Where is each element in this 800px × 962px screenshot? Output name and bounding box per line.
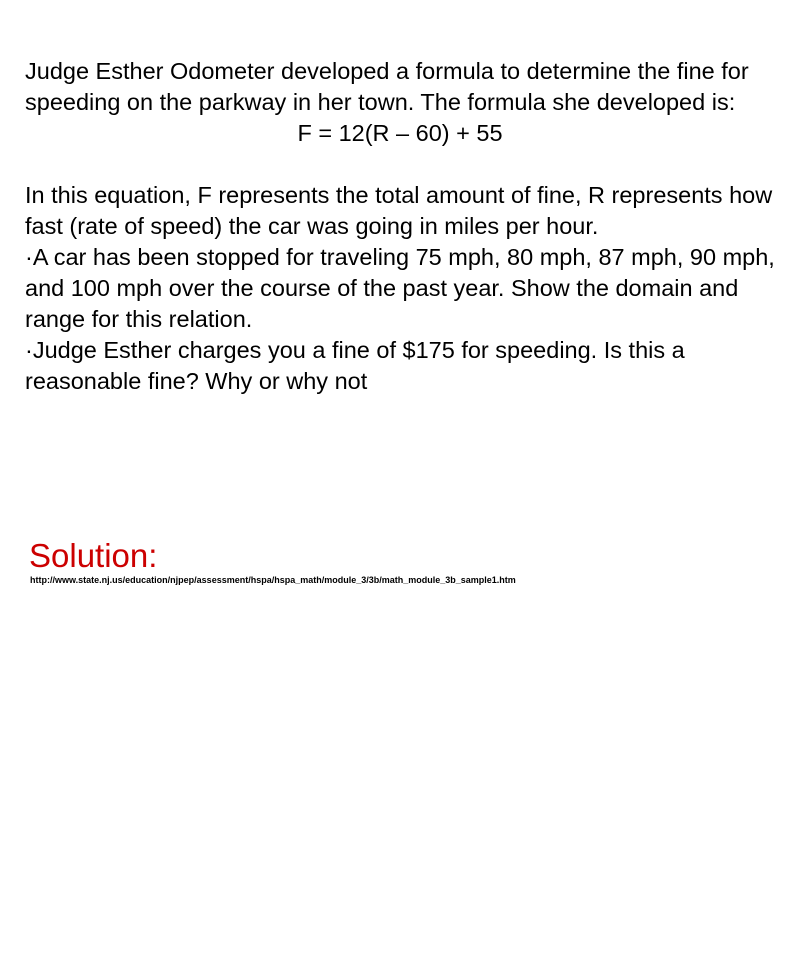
bullet-marker: · [25,244,33,270]
problem-intro: Judge Esther Odometer developed a formula to determine the fine for speeding on the parkway in her town. The formula she developed is: [25,58,749,115]
formula: F = 12(R – 60) + 55 [297,120,503,146]
question-2 [25,335,775,397]
variable-explanation: In this equation, F represents the total amount of fine, R represents how fast (rate of speed) the car was going in miles per hour. [25,182,773,239]
question-1-text: A car has been stopped for traveling 75 mph, 80 mph, 87 mph, 90 mph, and 100 mph over the course of the past year. Show the domain and range for this relation. [25,244,775,332]
spacer [25,149,775,180]
question-1 [25,242,775,335]
bullet-marker: · [25,337,33,363]
question-2-text: Judge Esther charges you a fine of $175 for speeding. Is this a reasonable fine? Why or why not [25,337,685,394]
solution-heading: Solution: [29,537,158,574]
problem-statement [25,56,775,397]
source-link[interactable]: http://www.state.nj.us/education/njpep/assessment/hspa/hspa_math/module_3/3b/math_module_3b_sample1.htm [30,575,516,585]
